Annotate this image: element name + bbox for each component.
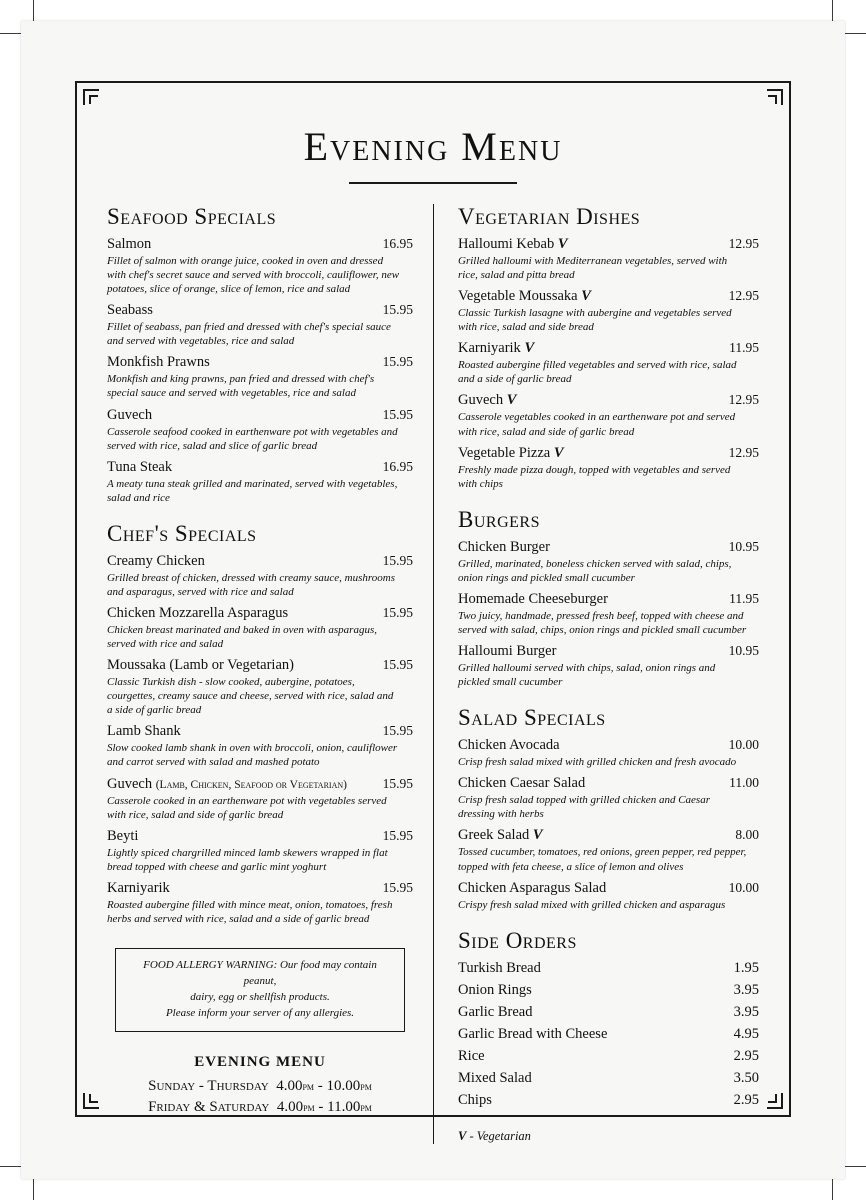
- side-order-row: [458, 1092, 759, 1109]
- menu-item: [458, 236, 759, 282]
- item-name: Onion Rings: [458, 981, 532, 998]
- item-price: 11.95: [729, 590, 759, 606]
- hours-line-1: [107, 1078, 413, 1095]
- allergy-line-1: FOOD ALLERGY WARNING: Our food may contain peanut,: [143, 959, 377, 987]
- menu-item: [458, 643, 759, 689]
- section-burgers: [458, 507, 759, 689]
- hours-separator: - 10.00: [314, 1077, 361, 1094]
- hours-title: EVENING MENU: [194, 1053, 326, 1070]
- item-price: 4.95: [733, 1025, 759, 1042]
- item-price: 2.95: [733, 1047, 759, 1064]
- item-description: Roasted aubergine filled vegetables and served with rice, salad and a side of garlic bread: [458, 359, 737, 386]
- item-name: Guvech: [458, 392, 504, 409]
- item-description: Crisp fresh salad mixed with grilled chicken and fresh avocado: [458, 756, 737, 769]
- menu-item: [458, 445, 759, 491]
- menu-item: [458, 340, 759, 386]
- item-price: 12.95: [728, 392, 759, 408]
- item-price: 15.95: [382, 657, 413, 673]
- item-description: Monkfish and king prawns, pan fried and dressed with chef's special sauce and served with vegetables, rice and salad: [107, 373, 375, 400]
- item-description: Crispy fresh salad mixed with grilled chicken and asparagus: [458, 898, 726, 911]
- item-price: 2.95: [733, 1091, 759, 1108]
- item-name: Garlic Bread: [458, 1003, 533, 1020]
- vegetarian-marker: V: [524, 340, 535, 357]
- side-order-row: [458, 1026, 759, 1043]
- menu-item: [107, 605, 413, 651]
- corner-ornament-icon: [767, 89, 783, 105]
- section-salad-specials: [458, 705, 759, 911]
- item-price: 3.50: [733, 1069, 759, 1086]
- hours-close-suffix: pm: [360, 1101, 372, 1114]
- item-description: Classic Turkish dish - slow cooked, aubergine, potatoes, courgettes, creamy sauce and cheese, served with rice, salad and a side of garlic bread: [107, 676, 394, 717]
- item-price: 15.95: [382, 775, 413, 791]
- item-price: 11.00: [729, 775, 759, 791]
- section-chefs-specials: [107, 521, 413, 926]
- allergy-line-2: dairy, egg or shellfish products.: [190, 990, 330, 1003]
- item-name: Turkish Bread: [458, 959, 541, 976]
- vegetarian-marker: V: [506, 392, 517, 409]
- item-price: 12.95: [728, 444, 759, 460]
- menu-columns: [107, 204, 759, 1144]
- item-name: Chicken Asparagus Salad: [458, 879, 607, 896]
- item-description: Classic Turkish lasagne with aubergine and vegetables served with rice, salad and side bread: [458, 307, 732, 334]
- item-price: 15.95: [382, 827, 413, 843]
- menu-item: [107, 236, 413, 296]
- item-price: 15.95: [382, 879, 413, 895]
- menu-item: [107, 553, 413, 599]
- menu-item: [107, 723, 413, 769]
- corner-ornament-icon: [83, 1093, 99, 1109]
- item-description: Grilled, marinated, boneless chicken served with salad, chips, onion rings and pickled small cucumber: [458, 557, 732, 584]
- hours-days: Sunday - Thursday: [148, 1077, 269, 1094]
- item-description: Roasted aubergine filled with mince meat, onion, tomatoes, fresh herbs and served with rice, salad and a side of garlic bread: [107, 898, 393, 925]
- item-name: Halloumi Burger: [458, 643, 557, 660]
- item-name: Rice: [458, 1047, 485, 1064]
- side-order-row: [458, 1048, 759, 1065]
- item-name: Vegetable Pizza: [458, 444, 551, 461]
- item-price: 10.00: [728, 879, 759, 895]
- item-price: 1.95: [733, 959, 759, 976]
- item-name: Karniyarik: [458, 340, 521, 357]
- item-price: 15.95: [382, 605, 413, 621]
- vegetarian-marker: V: [553, 444, 564, 461]
- item-name: Beyti: [107, 827, 139, 844]
- item-name: Chicken Caesar Salad: [458, 775, 586, 792]
- item-name: Greek Salad: [458, 827, 530, 844]
- corner-ornament-icon: [83, 89, 99, 105]
- menu-item: [458, 539, 759, 585]
- hours-days: Friday & Saturday: [148, 1098, 270, 1115]
- item-price: 15.95: [382, 406, 413, 422]
- side-order-row: [458, 1004, 759, 1021]
- hours-open-suffix: pm: [303, 1101, 315, 1114]
- item-description: Lightly spiced chargrilled minced lamb skewers wrapped in flat bread topped with cheese and garlic mint yoghurt: [107, 846, 388, 873]
- item-price: 3.95: [733, 1003, 759, 1020]
- menu-item: [458, 591, 759, 637]
- item-description: Casserole seafood cooked in earthenware pot with vegetables and served with rice, salad and slice of garlic bread: [107, 425, 398, 452]
- section-heading: Salad Specials: [458, 705, 606, 731]
- item-price: 10.95: [728, 643, 759, 659]
- item-name: Garlic Bread with Cheese: [458, 1025, 608, 1042]
- menu-item: [107, 459, 413, 505]
- item-description: Chicken breast marinated and baked in oven with asparagus, served with rice and salad: [107, 624, 377, 651]
- item-price: 11.95: [729, 340, 759, 356]
- item-name: Chicken Mozzarella Asparagus: [107, 605, 289, 622]
- item-price: 12.95: [728, 236, 759, 251]
- item-price: 15.95: [382, 302, 413, 318]
- vegetarian-marker: V: [557, 236, 568, 252]
- item-description: Casserole vegetables cooked in an earthenware pot and served with rice, salad and side of garlic bread: [458, 411, 736, 438]
- item-name: Creamy Chicken: [107, 552, 205, 569]
- item-price: 15.95: [382, 354, 413, 370]
- hours-line-2: [107, 1099, 413, 1116]
- item-name: Chicken Burger: [458, 538, 550, 555]
- title-divider: [349, 182, 517, 184]
- item-name: Mixed Salad: [458, 1069, 532, 1086]
- allergy-warning-box: [115, 948, 405, 1032]
- item-description: Fillet of seabass, pan fried and dressed with chef's special sauce and served with vegetables, rice and salad: [107, 321, 391, 348]
- vegetarian-marker: V: [581, 288, 591, 305]
- right-column: [433, 204, 759, 1144]
- item-description: Grilled halloumi served with chips, salad, onion rings and pickled small cucumber: [458, 662, 716, 689]
- menu-sheet: [21, 21, 845, 1179]
- menu-item: [458, 880, 759, 912]
- item-price: 8.00: [735, 827, 759, 843]
- item-name: Halloumi Kebab: [458, 236, 555, 252]
- corner-ornament-icon: [767, 1093, 783, 1109]
- item-price: 15.95: [382, 723, 413, 739]
- item-name: Salmon: [107, 236, 152, 252]
- menu-item: [107, 407, 413, 453]
- item-name: Chicken Avocada: [458, 737, 560, 754]
- section-seafood-specials: [107, 204, 413, 505]
- item-name: Chips: [458, 1091, 492, 1108]
- section-heading: Burgers: [458, 506, 540, 532]
- item-description: Slow cooked lamb shank in oven with broccoli, onion, cauliflower and carrot served with salad and mashed potato: [107, 742, 398, 769]
- allergy-line-3: Please inform your server of any allergies.: [165, 1006, 355, 1019]
- item-description: Casserole cooked in an earthenware pot with vegetables served with rice, salad and side of garlic bread: [107, 794, 387, 821]
- item-name: Moussaka (Lamb or Vegetarian): [107, 657, 294, 674]
- item-name: Vegetable Moussaka: [458, 288, 578, 305]
- item-description: A meaty tuna steak grilled and marinated, served with vegetables, salad and rice: [107, 477, 398, 504]
- item-price: 10.95: [728, 538, 759, 554]
- menu-item: [107, 302, 413, 348]
- menu-item: [458, 827, 759, 873]
- item-name: Homemade Cheeseburger: [458, 590, 608, 607]
- section-heading: Vegetarian Dishes: [458, 204, 641, 229]
- vegetarian-key-text: - Vegetarian: [466, 1128, 531, 1143]
- opening-hours: [107, 1054, 413, 1116]
- hours-open-suffix: pm: [302, 1080, 315, 1093]
- menu-item: [458, 288, 759, 334]
- vegetarian-marker: V: [532, 827, 543, 844]
- decorative-border: [75, 81, 791, 1143]
- section-heading: Side Orders: [458, 927, 577, 953]
- menu-item: [107, 776, 413, 822]
- section-vegetarian-dishes: [458, 204, 759, 491]
- item-name: Tuna Steak: [107, 458, 173, 475]
- item-name: Karniyarik: [107, 879, 170, 896]
- item-price: 15.95: [382, 552, 413, 568]
- item-name: Guvech: [107, 406, 153, 423]
- vegetarian-key: [458, 1129, 759, 1144]
- vegetarian-key-symbol: V: [458, 1128, 467, 1143]
- item-description: Tossed cucumber, tomatoes, red onions, green pepper, red pepper, topped with feta cheese, a slice of lemon and olives: [458, 846, 747, 873]
- hours-separator: - 11.00: [314, 1098, 361, 1115]
- item-name: Monkfish Prawns: [107, 354, 210, 371]
- hours-time-open: 4.00: [276, 1077, 303, 1094]
- left-column: [107, 204, 433, 1144]
- hours-close-suffix: pm: [360, 1080, 372, 1093]
- page-title: Evening Menu: [303, 124, 563, 169]
- side-order-row: [458, 1070, 759, 1087]
- section-heading: Seafood Specials: [107, 204, 277, 229]
- section-side-orders: [458, 928, 759, 1109]
- item-description: Grilled breast of chicken, dressed with creamy sauce, mushrooms and asparagus, served with rice and salad: [107, 571, 395, 598]
- menu-item: [107, 354, 413, 400]
- item-name: Guvech: [107, 775, 153, 792]
- side-order-row: [458, 982, 759, 999]
- item-name: Lamb Shank: [107, 723, 181, 740]
- side-order-row: [458, 960, 759, 977]
- item-price: 3.95: [733, 981, 759, 998]
- item-price: 10.00: [728, 737, 759, 753]
- item-description: Two juicy, handmade, pressed fresh beef, topped with cheese and served with salad, chips, onion rings and pickled small cucumber: [458, 609, 747, 637]
- item-name: Seabass: [107, 302, 153, 319]
- section-heading: Chef's Specials: [107, 520, 257, 546]
- menu-item: [458, 392, 759, 438]
- item-price: 12.95: [728, 288, 759, 304]
- item-price: 16.95: [382, 236, 413, 251]
- menu-item: [458, 737, 759, 769]
- menu-item: [107, 828, 413, 874]
- item-description: Fillet of salmon with orange juice, cooked in oven and dressed with chef's secret sauce and served with broccoli, cauliflower, new potatoes, slice of orange, slice of lemon, rice and salad: [107, 255, 400, 296]
- item-price: 16.95: [382, 458, 413, 474]
- menu-item: [107, 880, 413, 926]
- menu-item: [107, 657, 413, 717]
- hours-time-open: 4.00: [276, 1098, 304, 1115]
- item-description: Crisp fresh salad topped with grilled chicken and Caesar dressing with herbs: [458, 794, 710, 821]
- item-description: Freshly made pizza dough, topped with vegetables and served with chips: [458, 463, 731, 490]
- menu-item: [458, 775, 759, 821]
- item-qualifier: (Lamb, Chicken, Seafood or Vegetarian): [155, 778, 347, 791]
- item-description: Grilled halloumi with Mediterranean vegetables, served with rice, salad and pitta bread: [458, 255, 728, 282]
